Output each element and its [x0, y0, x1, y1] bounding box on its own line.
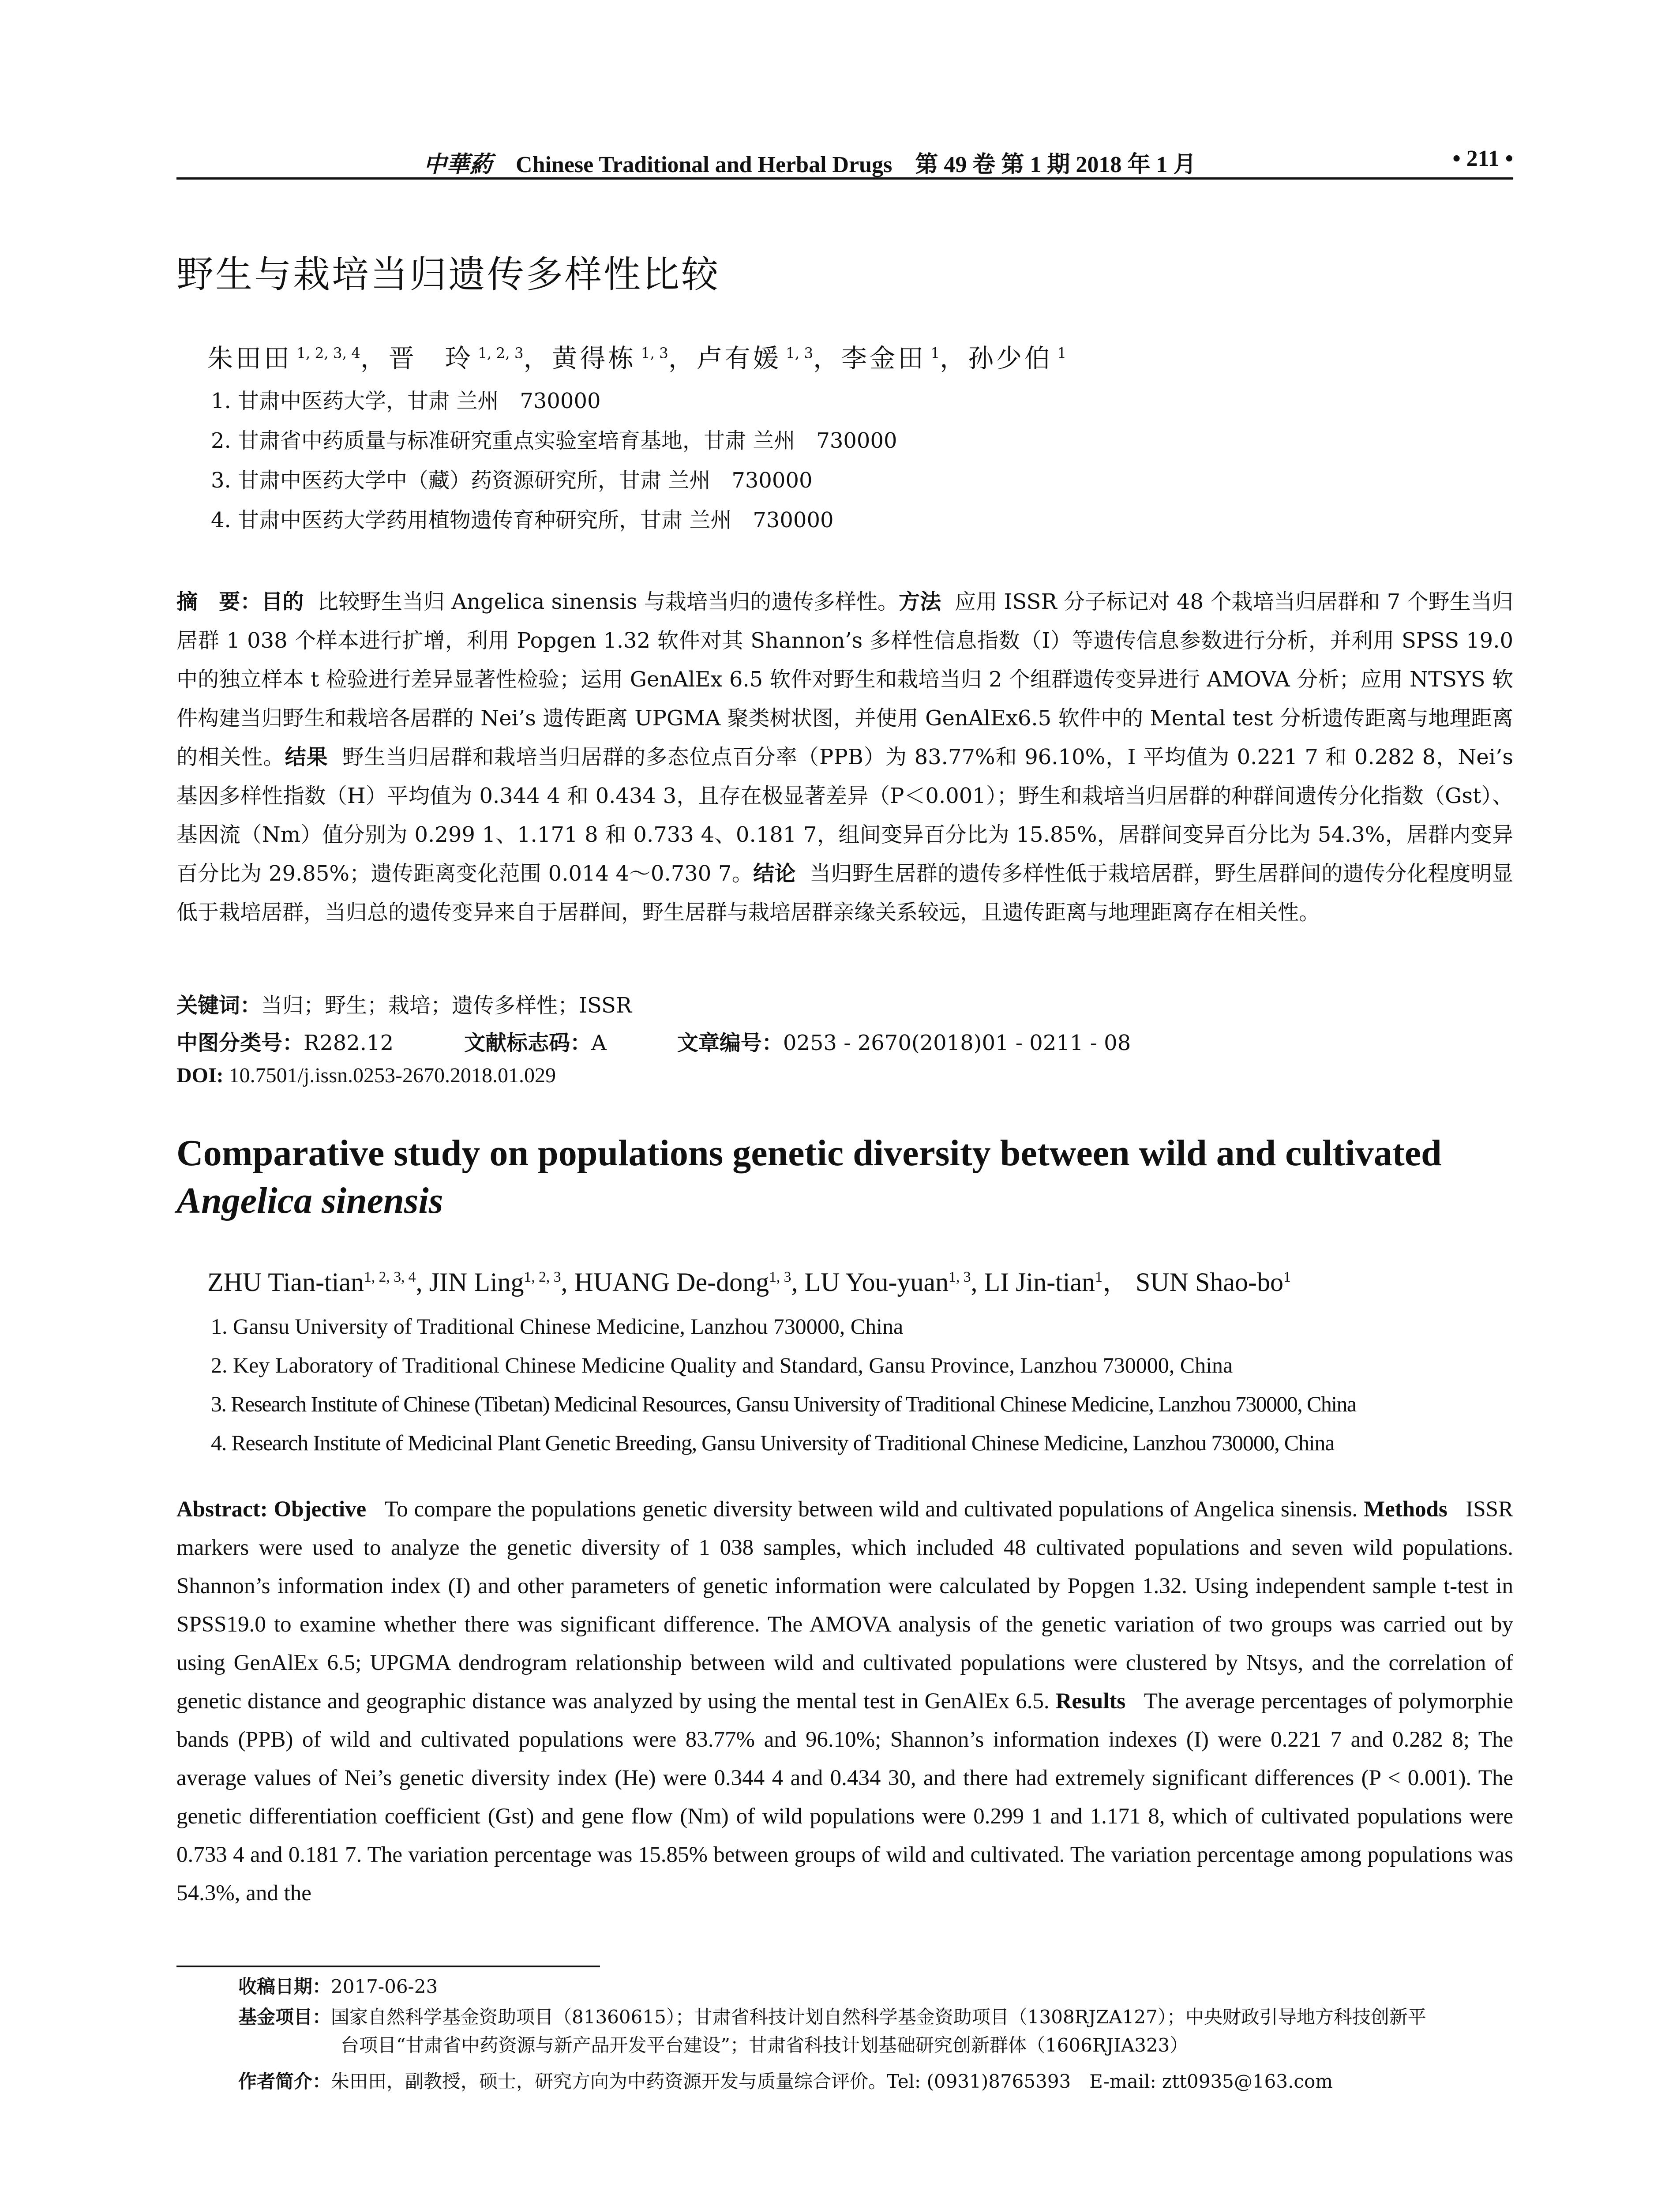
author-en-affiliation-mark: 1 — [1095, 1269, 1102, 1285]
abstract-en-objective: To compare the populations genetic diversity between wild and cultivated populations of Angelica sinensis. — [384, 1497, 1358, 1522]
abstract-en-objective-label: Objective — [274, 1497, 367, 1522]
classification — [176, 1026, 1131, 1056]
author-en-affiliation-mark: 1, 3 — [949, 1269, 971, 1285]
doi-label: DOI: — [176, 1064, 224, 1087]
title-en-species: Angelica sinensis — [176, 1180, 443, 1221]
author-cn-affiliation-mark: 1, 3 — [781, 345, 814, 362]
author-cn-affiliation-mark: 1, 3 — [636, 345, 668, 362]
author-en-name: ZHU Tian-tian — [207, 1268, 364, 1297]
author-en-name: LI Jin-tian — [984, 1268, 1095, 1297]
abstract-en-results: The average percentages of polymorphie bands (PPB) of wild and cultivated populations were 83.77% and 96.10%; Shannon’s information indexes (I) were 0.221 7 and 0.282 8; The average values of Nei’s genetic diversity index (He) were 0.344 4 and 0.434 30, and there had extremely significant differences (P < 0.001). The genetic differentiation coefficient (Gst) and gene flow (Nm) of wild populations were 0.299 1 and 1.171 8, which of cultivated populations were 0.733 4 and 0.181 7. The variation percentage was 15.85% between groups of wild and cultivated. The variation percentage among populations was 54.3%, and the — [176, 1689, 1514, 1906]
authors-cn: 朱田田 $^{1, 2, 3, 4}$，晋 玲 $^{1, 2, 3}$，黄得栋 $^{1, 3}$，卢有媛 $^{1, 3}$，李金田 $^1$，孙少伯 $^1$ — [207, 343, 1067, 373]
abstract-cn-label: 摘 要： — [176, 589, 262, 614]
doi-link[interactable]: 10.7501/j.issn.0253-2670.2018.01.029 — [229, 1064, 556, 1087]
author-en-affiliation-mark: 1, 3 — [769, 1269, 791, 1285]
author-bio-label: 作者简介： — [238, 2071, 331, 2092]
header-rule — [176, 177, 1513, 180]
affiliation-en-1: 1. Gansu University of Traditional Chinese Medicine, Lanzhou 730000, China — [211, 1314, 904, 1339]
affiliation-en-4: 4. Research Institute of Medicinal Plant Genetic Breeding, Gansu University of Traditional Chinese Medicine, Lanzhou 730000, China — [211, 1430, 1335, 1455]
title-en-line1: Comparative study on populations genetic diversity between wild and cultivated — [176, 1133, 1442, 1174]
journal-issue: Chinese Traditional and Herbal Drugs 第 49 卷 第 1 期 2018 年 1 月 — [516, 152, 1196, 177]
received-label: 收稿日期： — [238, 1976, 331, 1997]
author-cn-name: 卢有媛 — [696, 343, 781, 373]
affiliation-cn-2: 2. 甘肃省中药质量与标准研究重点实验室培育基地，甘肃 兰州 730000 — [211, 428, 897, 453]
fund-line2: 台项目“甘肃省中药资源与新产品开发平台建设”；甘肃省科技计划基础研究创新群体（1606RJIA323） — [341, 2034, 1189, 2056]
doi — [176, 1063, 556, 1088]
clc-label: 中图分类号： — [176, 1031, 304, 1055]
author-en-name: SUN Shao-bo — [1135, 1268, 1283, 1297]
abstract-en-label: Abstract: — [176, 1497, 268, 1522]
article-number-value: 0253 - 2670(2018)01 - 0211 - 08 — [783, 1031, 1131, 1055]
footnote-rule — [176, 1966, 600, 1967]
title-en — [176, 1129, 1526, 1225]
author-cn-name: 李金田 — [841, 343, 926, 373]
author-cn-affiliation-mark: 1, 2, 3, 4 — [292, 345, 360, 362]
abstract-cn — [176, 582, 1513, 932]
journal-logo: 中華葯 — [424, 151, 493, 178]
author-cn-affiliation-mark: 1 — [1053, 345, 1067, 362]
abstract-cn-objective: 比较野生当归 Angelica sinensis 与栽培当归的遗传多样性。 — [317, 589, 899, 614]
affiliation-en-2: 2. Key Laboratory of Traditional Chinese Medicine Quality and Standard, Gansu Province, Lanzhou 730000, China — [211, 1353, 1233, 1377]
journal-line — [424, 146, 1196, 179]
abstract-cn-objective-label: 目的 — [261, 589, 304, 614]
author-en-affiliation-mark: 1, 2, 3 — [524, 1269, 561, 1285]
abstract-cn-conclusion-label: 结论 — [753, 861, 796, 886]
abstract-en-results-label: Results — [1055, 1689, 1126, 1714]
author-en-name: LU You-yuan — [804, 1268, 949, 1297]
footnote-author — [238, 2067, 1333, 2093]
author-cn-name: 孙少伯 — [968, 343, 1053, 373]
author-en-affiliation-mark: 1 — [1283, 1269, 1291, 1285]
author-cn-name: 黄得栋 — [551, 343, 637, 373]
abstract-cn-results-label: 结果 — [285, 745, 328, 769]
running-header — [176, 140, 1513, 176]
author-cn-name: 晋 玲 — [388, 343, 473, 373]
article-number-label: 文章编号： — [677, 1031, 783, 1055]
abstract-en-methods-label: Methods — [1364, 1497, 1448, 1522]
author-en-affiliation-mark: 1, 2, 3, 4 — [364, 1269, 416, 1285]
doc-code-label: 文献标志码： — [464, 1031, 592, 1055]
author-bio: 朱田田，副教授，硕士，研究方向为中药资源开发与质量综合评价。Tel: (0931)8765393 E-mail: ztt0935@163.com — [331, 2071, 1333, 2092]
affiliation-cn-4: 4. 甘肃中医药大学药用植物遗传育种研究所，甘肃 兰州 730000 — [211, 508, 834, 533]
title-cn: 野生与栽培当归遗传多样性比较 — [176, 253, 720, 296]
abstract-en-methods: ISSR markers were used to analyze the genetic diversity of 1 038 samples, which included 48 cultivated populations and seven wild populations. Shannon’s information index (I) and other parameters of genetic information were calculated by Popgen 1.32. Using independent sample t-test in SPSS19.0 to examine whether there was significant difference. The AMOVA analysis of the genetic variation of two groups was carried out by using GenAlEx 6.5; UPGMA dendrogram relationship between wild and cultivated populations were clustered by Ntsys, and the correlation of genetic distance and geographic distance was analyzed by using the mental test in GenAlEx 6.5. — [176, 1497, 1514, 1714]
affiliation-cn-3: 3. 甘肃中医药大学中（藏）药资源研究所，甘肃 兰州 730000 — [211, 468, 813, 493]
abstract-cn-methods: 应用 ISSR 分子标记对 48 个栽培当归居群和 7 个野生当归居群 1 038 个样本进行扩增，利用 Popgen 1.32 软件对其 Shannon’s 多样性信息指数（I）等遗传信息参数进行分析，并利用 SPSS 19.0 中的独立样本 t 检验进行差异显著性检验；运用 GenAlEx 6.5 软件对野生和栽培当归 2 个组群遗传变异进行 AMOVA 分析；应用 NTSYS 软件构建当归野生和栽培各居群的 Nei’s 遗传距离 UPGMA 聚类树状图，并使用 GenAlEx6.5 软件中的 Mental test 分析遗传距离与地理距离的相关性。 — [176, 589, 1513, 769]
keywords-value: 当归；野生；栽培；遗传多样性；ISSR — [261, 993, 632, 1018]
doc-code-value: A — [591, 1031, 607, 1055]
page-number: • 211 • — [1452, 146, 1513, 171]
author-cn-affiliation-mark: 1 — [926, 345, 940, 362]
received-date: 2017-06-23 — [331, 1976, 438, 1997]
footnote-fund — [238, 2003, 1513, 2060]
author-cn-name: 朱田田 — [207, 343, 292, 373]
abstract-cn-conclusion: 当归野生居群的遗传多样性低于栽培居群，野生居群间的遗传分化程度明显低于栽培居群，当归总的遗传变异来自于居群间，野生居群与栽培居群亲缘关系较远，且遗传距离与地理距离存在相关性。 — [176, 861, 1513, 925]
abstract-cn-methods-label: 方法 — [899, 589, 941, 614]
clc-value: R282.12 — [304, 1031, 394, 1055]
abstract-cn-results: 野生当归居群和栽培当归居群的多态位点百分率（PPB）为 83.77%和 96.10%，I 平均值为 0.221 7 和 0.282 8，Nei’s 基因多样性指数（H）平均值为 0.344 4 和 0.434 3，且存在极显著差异（P＜0.001）；野生和栽培当归居群的种群间遗传分化指数（Gst）、基因流（Nm）值分别为 0.299 1、1.171 8 和 0.733 4、0.181 7，组间变异百分比为 15.85%，居群间变异百分比为 54.3%，居群内变异百分比为 29.85%；遗传距离变化范围 0.014 4～0.730 7。 — [176, 745, 1513, 886]
footnote-received — [238, 1972, 438, 1999]
abstract-en — [176, 1490, 1513, 1913]
author-en-name: JIN Ling — [429, 1268, 524, 1297]
keywords-label: 关键词： — [176, 993, 262, 1018]
keywords — [176, 988, 632, 1019]
author-en-name: HUANG De-dong — [574, 1268, 769, 1297]
author-cn-affiliation-mark: 1, 2, 3 — [473, 345, 524, 362]
fund-line1: 国家自然科学基金资助项目（81360615）；甘肃省科技计划自然科学基金资助项目（1308RJZA127）；中央财政引导地方科技创新平 — [331, 2006, 1426, 2028]
affiliation-en-3: 3. Research Institute of Chinese (Tibetan) Medicinal Resources, Gansu University of Traditional Chinese Medicine, Lanzhou 730000, China — [211, 1392, 1356, 1416]
fund-label: 基金项目： — [238, 2006, 331, 2028]
affiliation-cn-1: 1. 甘肃中医药大学，甘肃 兰州 730000 — [211, 389, 601, 413]
authors-en: ZHU Tian-tian$^{1, 2, 3, 4}$, JIN Ling$^{1, 2, 3}$, HUANG De-dong$^{1, 3}$, LU You-yuan$^{1, 3}$, LI Jin-tian$^1$， SUN Shao-$bo^1$ — [207, 1268, 1291, 1297]
